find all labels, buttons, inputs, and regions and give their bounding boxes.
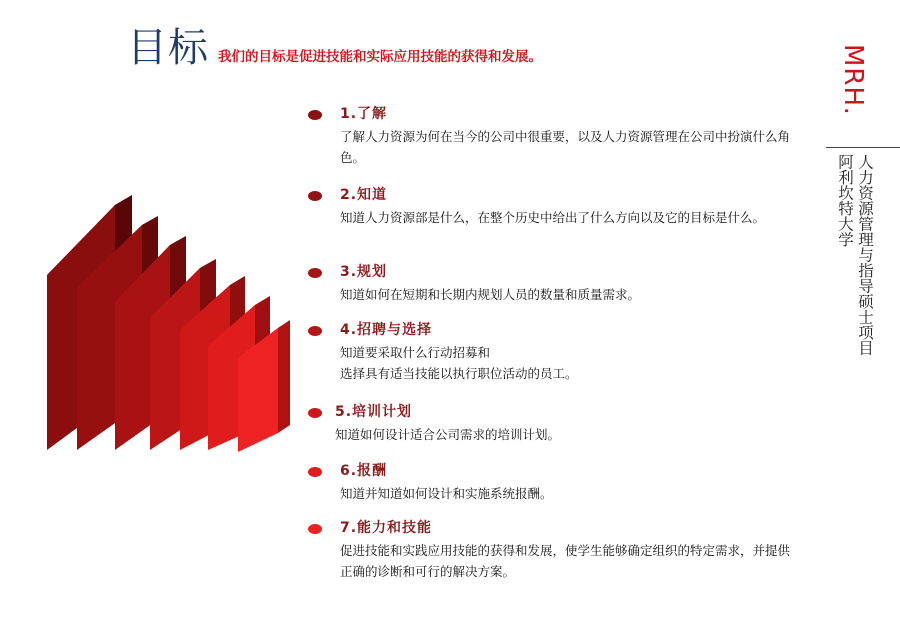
objective-description: 促进技能和实践应用技能的获得和发展，使学生能够确定组织的特定需求，并提供正确的诊断和可行的解决方案。	[340, 543, 791, 579]
university-name: 阿利坎特大学	[836, 154, 854, 247]
bullet-icon	[308, 191, 322, 201]
objective-description	[340, 342, 810, 384]
objective-description-line: 知道要采取什么行动招募和	[340, 345, 491, 360]
divider	[826, 147, 900, 148]
bullet-icon	[308, 326, 322, 336]
page-subtitle: 我们的目标是促进技能和实际应用技能的获得和发展。	[218, 49, 542, 65]
bullet-icon	[308, 408, 322, 418]
objective-description: 知道如何设计适合公司需求的培训计划。	[335, 427, 561, 442]
objective-title: 4.招聘与选择	[340, 322, 433, 338]
objective-description-line: 选择具有适当技能以执行职位活动的员工。	[340, 366, 578, 381]
objective-description: 知道如何在短期和长期内规划人员的数量和质量需求。	[340, 287, 641, 302]
bullet-icon	[308, 467, 322, 477]
objective-title: 6.报酬	[340, 463, 388, 479]
objective-title: 5.培训计划	[335, 404, 413, 420]
objective-description: 知道并知道如何设计和实施系统报酬。	[340, 486, 553, 501]
objective-title: 2.知道	[340, 187, 388, 203]
bullet-icon	[308, 524, 322, 534]
mrh-logo: MRH.	[838, 44, 868, 116]
page-title: 目标	[127, 25, 209, 71]
objective-title: 1.了解	[340, 106, 388, 122]
objective-description: 了解人力资源为何在当今的公司中很重要，以及人力资源管理在公司中扮演什么角色。	[340, 129, 791, 165]
objective-description: 知道人力资源部是什么，在整个历史中给出了什么方向以及它的目标是什么。	[340, 210, 766, 225]
objective-title: 3.规划	[340, 264, 388, 280]
program-name: 人力资源管理与指导硕士项目	[856, 154, 874, 356]
bullet-icon	[308, 110, 322, 120]
red-bars-graphic	[40, 180, 290, 465]
bullet-icon	[308, 268, 322, 278]
objective-title: 7.能力和技能	[340, 520, 433, 536]
